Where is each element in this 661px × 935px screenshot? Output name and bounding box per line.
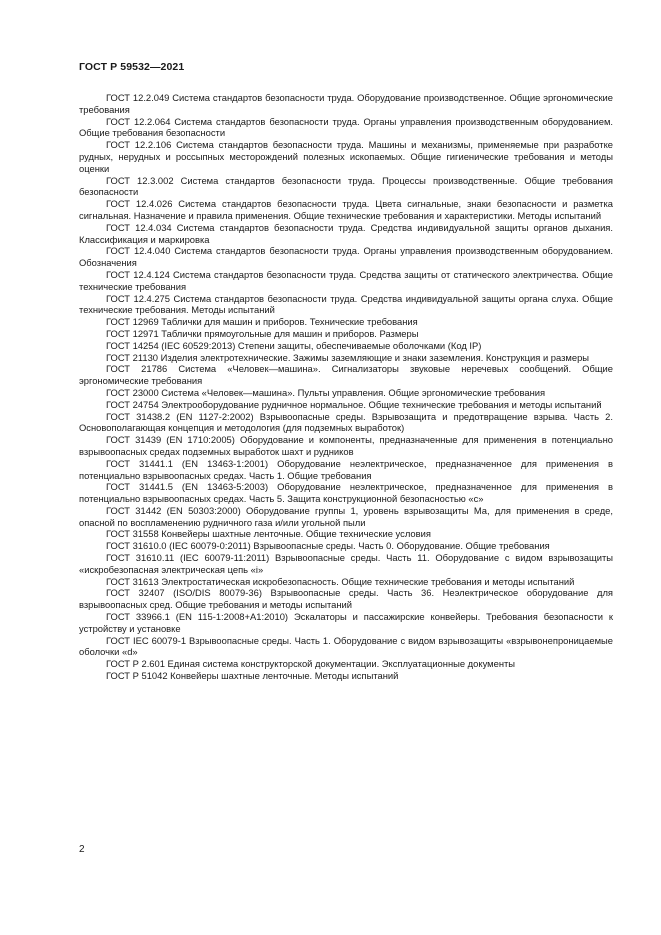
reference-item: ГОСТ 12.2.106 Система стандартов безопасности труда. Машины и механизмы, применяемые при разработке рудных, нерудных и россыпных месторождений полезных ископаемых. Общие гигиенические требования и методы оценки [79, 139, 613, 174]
reference-item: ГОСТ 31438.2 (EN 1127-2:2002) Взрывоопасные среды. Взрывозащита и предотвращение взрыва. Часть 2. Основополагающая концепция и методология (для подземных выработок) [79, 410, 613, 434]
reference-item: ГОСТ IEC 60079-1 Взрывоопасные среды. Часть 1. Оборудование с видом взрывозащиты «взрывонепроницаемые оболочки «d» [79, 634, 613, 658]
reference-item: ГОСТ 12971 Таблички прямоугольные для машин и приборов. Размеры [106, 327, 419, 339]
reference-item: ГОСТ 14254 (IEC 60529:2013) Степени защиты, обеспечиваемые оболочками (Код IP) [106, 339, 482, 351]
reference-item: ГОСТ 12.4.034 Система стандартов безопасности труда. Средства индивидуальной защиты органов дыхания. Классификация и маркировка [79, 221, 613, 245]
reference-item: ГОСТ 12.4.124 Система стандартов безопасности труда. Средства защиты от статического электричества. Общие технические требования [79, 268, 613, 292]
reference-item: ГОСТ 31439 (EN 1710:2005) Оборудование и компоненты, предназначенные для применения в потенциально взрывоопасных средах подземных выработок шахт и рудников [79, 434, 613, 457]
reference-item: ГОСТ 12.4.275 Система стандартов безопасности труда. Средства индивидуальной защиты органа слуха. Общие технические требования. Методы испытаний [79, 292, 613, 316]
page-number: 2 [79, 844, 85, 855]
reference-item: ГОСТ 33966.1 (EN 115-1:2008+A1:2010) Эскалаторы и пассажирские конвейеры. Требования безопасности к устройству и установке [79, 611, 613, 634]
reference-item: ГОСТ 12.2.064 Система стандартов безопасности труда. Органы управления производственным оборудованием. Общие требования безопасности [79, 115, 613, 139]
reference-item: ГОСТ 12.2.049 Система стандартов безопасности труда. Оборудование производственное. Общие эргономические требования [79, 92, 613, 115]
reference-item: ГОСТ 21130 Изделия электротехнические. Зажимы заземляющие и знаки заземления. Конструкция и размеры [106, 351, 590, 363]
reference-item: ГОСТ Р 2.601 Единая система конструкторской документации. Эксплуатационные документы [106, 658, 516, 670]
reference-item: ГОСТ 31442 (EN 50303:2000) Оборудование группы 1, уровень взрывозащиты Ма, для применения в среде, опасной по воспламенению рудничного газа и/или угольной пыли [79, 504, 613, 528]
reference-item: ГОСТ 12.4.040 Система стандартов безопасности труда. Органы управления производственным оборудованием. Обозначения [79, 245, 613, 269]
references-list [79, 92, 613, 682]
reference-item: ГОСТ 24754 Электрооборудование рудничное нормальное. Общие технические требования и методы испытаний [106, 398, 602, 410]
reference-item: ГОСТ 21786 Система «Человек—машина». Сигнализаторы звуковые неречевых сообщений. Общие эргономические требования [79, 363, 613, 387]
reference-item: ГОСТ 12.3.002 Система стандартов безопасности труда. Процессы производственные. Общие требования безопасности [79, 174, 613, 198]
reference-item: ГОСТ 32407 (ISO/DIS 80079-36) Взрывоопасные среды. Часть 36. Неэлектрическое оборудование для взрывоопасных сред. Общие требования и методы испытаний [79, 587, 613, 611]
reference-item: ГОСТ 31558 Конвейеры шахтные ленточные. Общие технические условия [106, 528, 431, 540]
reference-item: ГОСТ 31441.1 (EN 13463-1:2001) Оборудование неэлектрическое, предназначенное для применения в потенциально взрывоопасных средах. Часть 1. Общие требования [79, 457, 613, 481]
document-header: ГОСТ Р 59532—2021 [79, 61, 185, 73]
reference-item: ГОСТ 12969 Таблички для машин и приборов. Технические требования [106, 316, 418, 328]
reference-item: ГОСТ 31610.11 (IEC 60079-11:2011) Взрывоопасные среды. Часть 11. Оборудование с видом взрывозащиты «искробезопасная электрическая цепь «i» [79, 552, 613, 575]
reference-item: ГОСТ Р 51042 Конвейеры шахтные ленточные. Методы испытаний [106, 670, 399, 682]
reference-item: ГОСТ 31441.5 (EN 13463-5:2003) Оборудование неэлектрическое, предназначенное для применения в потенциально взрывоопасных средах. Часть 5. Защита конструкционной безопасностью «с» [79, 481, 613, 505]
reference-item: ГОСТ 12.4.026 Система стандартов безопасности труда. Цвета сигнальные, знаки безопасности и разметка сигнальная. Назначение и правила применения. Общие технические требования и характеристики. Методы испытаний [79, 198, 613, 221]
reference-item: ГОСТ 31610.0 (IEC 60079-0:2011) Взрывоопасные среды. Часть 0. Оборудование. Общие требования [106, 540, 550, 552]
reference-item: ГОСТ 31613 Электростатическая искробезопасность. Общие технические требования и методы испытаний [106, 575, 575, 587]
reference-item: ГОСТ 23000 Система «Человек—машина». Пульты управления. Общие эргономические требования [106, 386, 546, 398]
